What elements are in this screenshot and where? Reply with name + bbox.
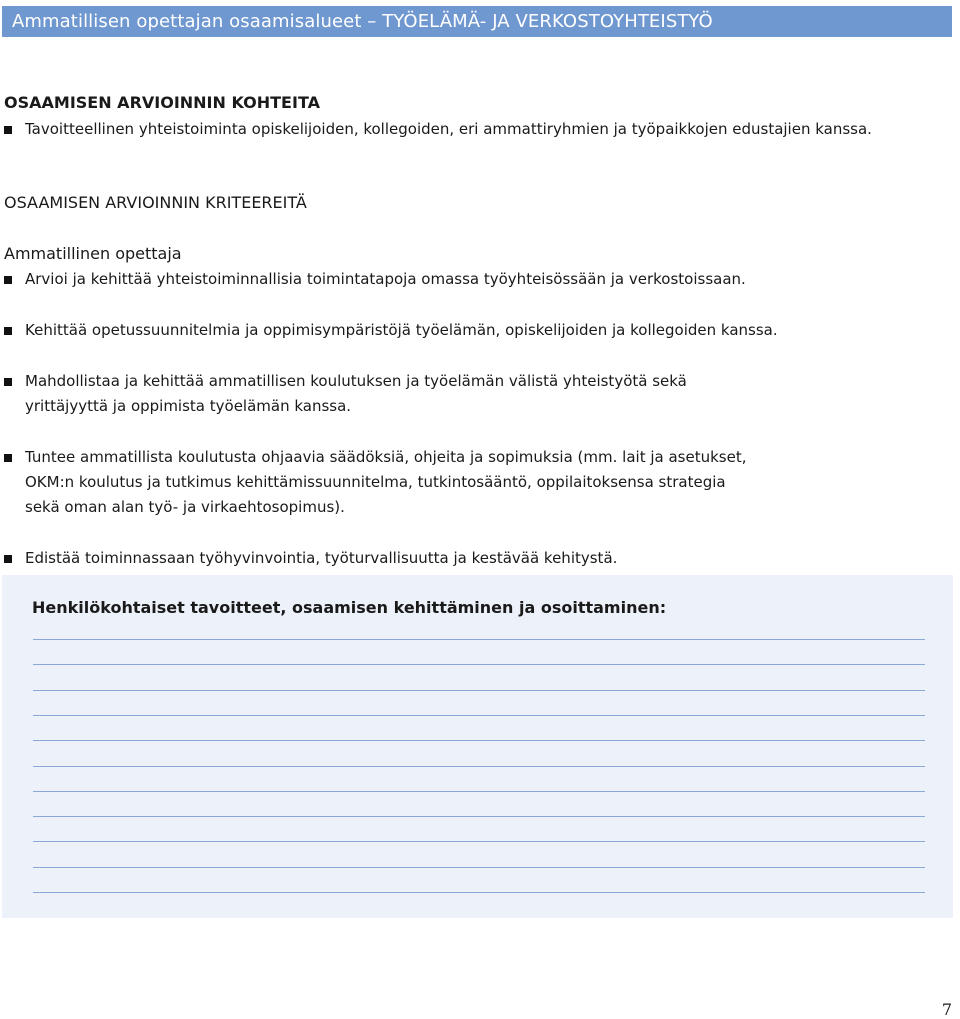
writing-line[interactable] [33,892,925,893]
objectives-item-text: Tavoitteellinen yhteistoiminta opiskelijoiden, kollegoiden, eri ammattiryhmien ja työpaikkojen edustajien kanssa. [25,120,872,138]
writing-line[interactable] [33,867,925,868]
writing-line[interactable] [33,715,925,716]
square-bullet-icon [4,378,12,386]
criteria-item-text: Tuntee ammatillista koulutusta ohjaavia säädöksiä, ohjeita ja sopimuksia (mm. lait ja asetukset, OKM:n koulutus ja tutkimus kehittämissuunnitelma, tutkintosääntö, oppilaitoksensa strategia sekä oman alan työ- ja virkaehtosopimus). [25,448,747,516]
criteria-heading: OSAAMISEN ARVIOINNIN KRITEEREITÄ [4,193,307,212]
section-title: Ammatillisen opettajan osaamisalueet – TYÖELÄMÄ- JA VERKOSTOYHTEISTYÖ [12,11,713,32]
page-number: 7 [941,1000,952,1019]
square-bullet-icon [4,327,12,335]
writing-line[interactable] [33,690,925,691]
personal-goals-box [2,575,953,918]
criteria-item-text: Edistää toiminnassaan työhyvinvointia, työturvallisuutta ja kestävää kehitystä. [25,549,618,567]
criteria-item-text: Arvioi ja kehittää yhteistoiminnallisia toimintatapoja omassa työyhteisössään ja verkostoissaan. [25,270,746,288]
section-header-bar [2,6,952,37]
writing-line[interactable] [33,664,925,665]
writing-line[interactable] [33,816,925,817]
square-bullet-icon [4,454,12,462]
criteria-item-text: Mahdollistaa ja kehittää ammatillisen koulutuksen ja työelämän välistä yhteistyötä sekä yrittäjyyttä ja oppimista työelämän kanssa. [25,372,687,415]
writing-line[interactable] [33,639,925,640]
personal-goals-title: Henkilökohtaiset tavoitteet, osaamisen kehittäminen ja osoittaminen: [32,598,667,617]
criteria-subheading: Ammatillinen opettaja [4,244,182,263]
square-bullet-icon [4,126,12,134]
objectives-heading: OSAAMISEN ARVIOINNIN KOHTEITA [4,93,320,112]
square-bullet-icon [4,276,12,284]
criteria-item-text: Kehittää opetussuunnitelmia ja oppimisympäristöjä työelämän, opiskelijoiden ja kollegoiden kanssa. [25,321,778,339]
writing-line[interactable] [33,791,925,792]
writing-line[interactable] [33,740,925,741]
writing-line[interactable] [33,766,925,767]
writing-line[interactable] [33,841,925,842]
square-bullet-icon [4,555,12,563]
